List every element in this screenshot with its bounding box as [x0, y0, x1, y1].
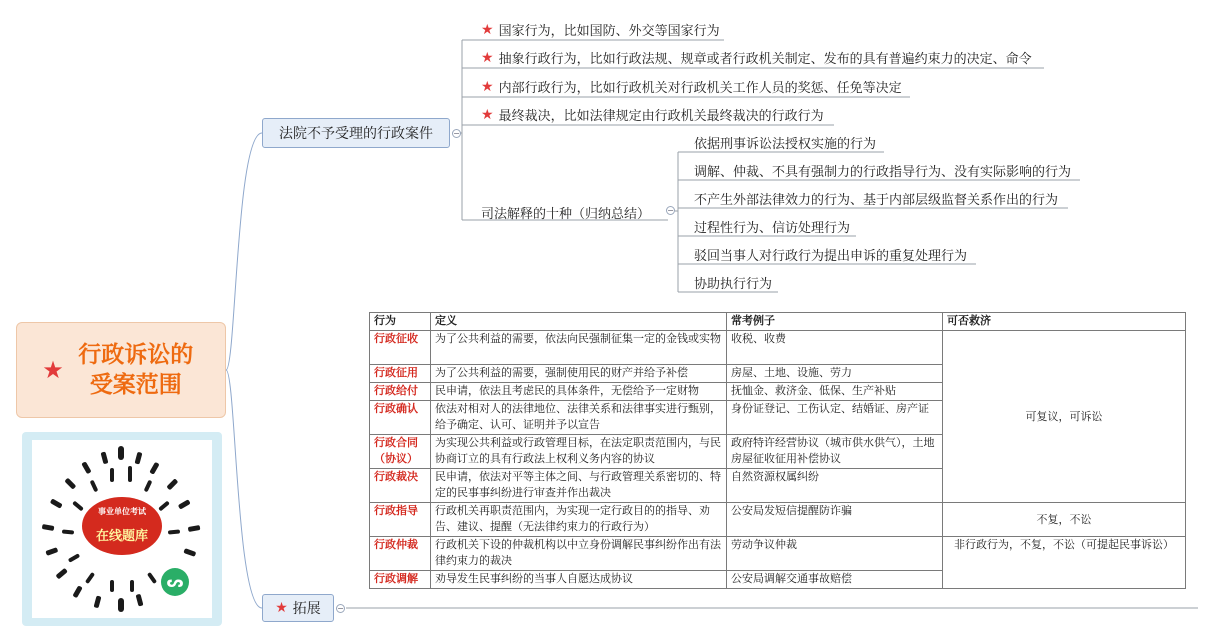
- qr-badge-line1: 事业单位考试: [98, 507, 146, 516]
- judicial-item-1[interactable]: [694, 133, 876, 152]
- act-cell: 行政指导: [370, 503, 431, 537]
- judicial-item-3[interactable]: [694, 189, 1058, 208]
- header-cell: 行为: [370, 313, 431, 331]
- act-cell: 行政征收: [370, 331, 431, 365]
- judicial-item-5[interactable]: [694, 245, 967, 264]
- def-cell: 劝导发生民事纠纷的当事人自愿达成协议: [431, 571, 727, 589]
- act-cell: 行政征用: [370, 365, 431, 383]
- table-row: [370, 537, 1186, 571]
- judicial-item-2[interactable]: [694, 161, 1071, 180]
- example-cell: 收税、收费: [727, 331, 943, 365]
- table-row: [370, 331, 1186, 365]
- example-cell: 身份证登记、工伤认定、结婚证、房产证: [727, 401, 943, 435]
- topic-judicial[interactable]: [481, 203, 650, 222]
- leaf-item-1[interactable]: [481, 20, 720, 39]
- leaf-label: 过程性行为、信访处理行为: [694, 221, 851, 236]
- judicial-item-6[interactable]: [694, 273, 772, 292]
- star-icon: ★: [275, 600, 288, 616]
- leaf-label: 抽象行政行为，比如行政法规、规章或者行政机关制定、发布的具有普遍约束力的决定、命令: [498, 52, 1032, 67]
- act-cell: 行政调解: [370, 571, 431, 589]
- def-cell: 民申请，依法且考虑民的具体条件，无偿给予一定财物: [431, 383, 727, 401]
- example-cell: 自然资源权属纠纷: [727, 469, 943, 503]
- def-cell: 为实现公共利益或行政管理目标，在法定职责范围内，与民协商订立的具有行政法上权利义务内容的协议: [431, 435, 727, 469]
- def-cell: 为了公共利益的需要，依法向民强制征集一定的金钱或实物: [431, 331, 727, 365]
- collapse-icon[interactable]: −: [453, 129, 460, 138]
- act-cell: 行政给付: [370, 383, 431, 401]
- star-icon: ★: [481, 49, 494, 66]
- root-title: 行政诉讼的受案范围: [78, 342, 194, 398]
- leaf-label: 内部行政行为，比如行政机关对行政机关工作人员的奖惩、任免等决定: [498, 81, 902, 96]
- table-row: [370, 503, 1186, 537]
- remedy-cell: 非行政行为，不复，不讼（可提起民事诉讼）: [943, 537, 1186, 589]
- comparison-table: [369, 312, 1186, 589]
- example-cell: 抚恤金、救济金、低保、生产补贴: [727, 383, 943, 401]
- leaf-label: 驳回当事人对行政行为提出申诉的重复处理行为: [694, 249, 968, 264]
- example-cell: 政府特许经营协议（城市供水供气），土地房屋征收征用补偿协议: [727, 435, 943, 469]
- leaf-item-3[interactable]: [481, 77, 902, 96]
- def-cell: 为了公共利益的需要，强制使用民的财产并给予补偿: [431, 365, 727, 383]
- example-cell: 房屋、土地、设施、劳力: [727, 365, 943, 383]
- def-cell: 民申请，依法对平等主体之间、与行政管理关系密切的、特定的民事事纠纷进行审查并作出裁决: [431, 469, 727, 503]
- example-cell: 公安局调解交通事故赔偿: [727, 571, 943, 589]
- remedy-cell: 可复议，可诉讼: [943, 331, 1186, 503]
- header-cell: 定义: [431, 313, 727, 331]
- leaf-label: 国家行为，比如国防、外交等国家行为: [498, 24, 720, 39]
- star-icon: ★: [481, 106, 494, 123]
- header-cell: 常考例子: [727, 313, 943, 331]
- act-cell: 行政裁决: [370, 469, 431, 503]
- act-cell: 行政合同（协议）: [370, 435, 431, 469]
- leaf-label: 依据刑事诉讼法授权实施的行为: [694, 137, 877, 152]
- root-topic[interactable]: [16, 322, 226, 418]
- leaf-item-2[interactable]: [481, 48, 1032, 67]
- table-header-row: [370, 313, 1186, 331]
- topic-not-accepted-label: 法院不予受理的行政案件: [279, 126, 433, 142]
- leaf-label: 调解、仲裁、不具有强制力的行政指导行为、没有实际影响的行为: [694, 165, 1072, 180]
- example-cell: 公安局发短信提醒防诈骗: [727, 503, 943, 537]
- mini-program-logo-icon: ᔕ: [161, 568, 189, 596]
- star-icon: ★: [42, 356, 64, 384]
- def-cell: 依法对相对人的法律地位、法律关系和法律事实进行甄别，给予确定、认可、证明并予以宣告: [431, 401, 727, 435]
- act-cell: 行政仲裁: [370, 537, 431, 571]
- topic-judicial-label: 司法解释的十种（归纳总结）: [481, 207, 651, 222]
- topic-expand[interactable]: [262, 594, 334, 622]
- topic-not-accepted[interactable]: [262, 118, 450, 148]
- def-cell: 行政机关再职责范围内，为实现一定行政目的的指导、劝告、建议、提醒（无法律约束力的行政行为）: [431, 503, 727, 537]
- leaf-item-4[interactable]: [481, 105, 824, 124]
- star-icon: ★: [481, 78, 494, 95]
- def-cell: 行政机关下设的仲裁机构以中立身份调解民事纠纷作出有法律约束力的裁决: [431, 537, 727, 571]
- star-icon: ★: [481, 21, 494, 38]
- act-cell: 行政确认: [370, 401, 431, 435]
- leaf-label: 最终裁决，比如法律规定由行政机关最终裁决的行政行为: [498, 109, 824, 124]
- judicial-item-4[interactable]: [694, 217, 850, 236]
- remedy-cell: 不复，不讼: [943, 503, 1186, 537]
- collapse-icon[interactable]: −: [337, 604, 344, 613]
- collapse-icon[interactable]: −: [667, 206, 674, 215]
- topic-expand-label: 拓展: [292, 601, 321, 617]
- leaf-label: 协助执行行为: [694, 277, 773, 292]
- header-cell: 可否救济: [943, 313, 1186, 331]
- qr-badge-line2: 在线题库: [95, 529, 148, 544]
- leaf-label: 不产生外部法律效力的行为、基于内部层级监督关系作出的行为: [694, 193, 1059, 208]
- example-cell: 劳动争议仲裁: [727, 537, 943, 571]
